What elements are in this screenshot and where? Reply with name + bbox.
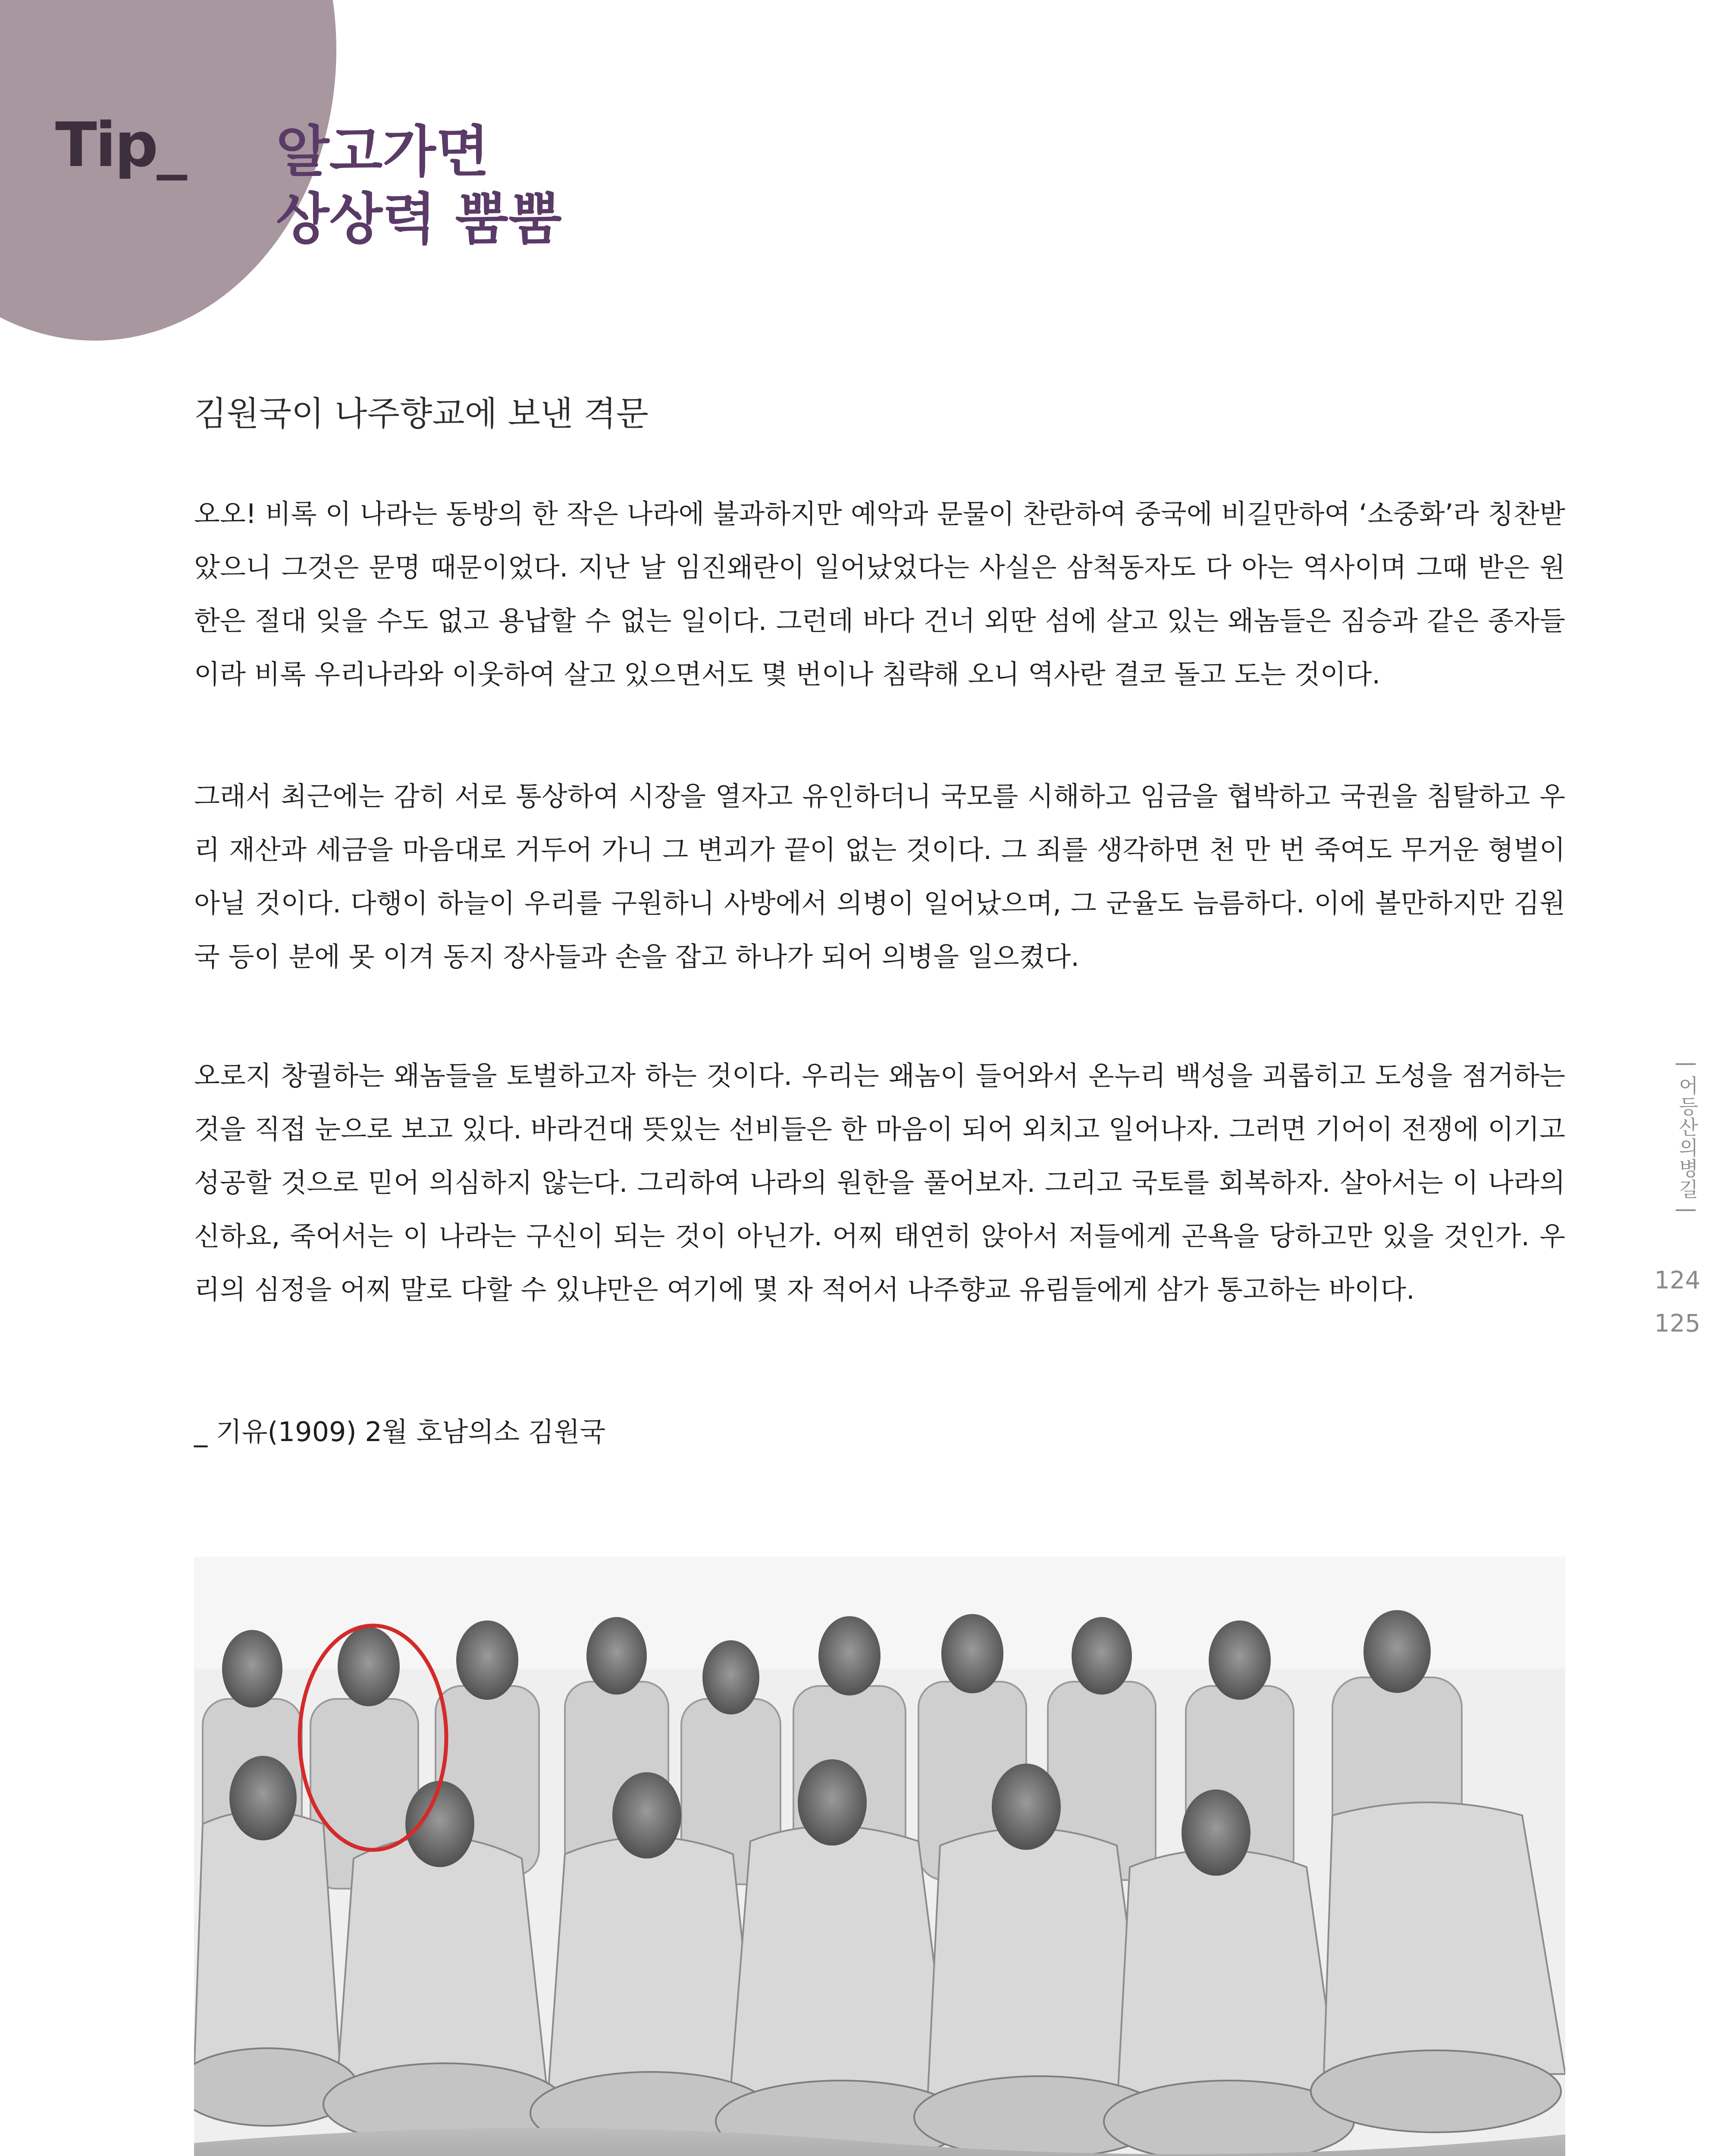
page-title-line-2: 상상력 뿜뿜	[276, 187, 562, 251]
page-number-right: 125	[1654, 1310, 1701, 1338]
paragraph-3: 오로지 창궐하는 왜놈들을 토벌하고자 하는 것이다. 우리는 왜놈이 들어와서 온누리 백성을 괴롭히고 도성을 점거하는 것을 직접 눈으로 보고 있다. 바라건대 뜻있는 선비들은 한 마음이 되어 외치고 일어나자. 그러면 기어이 전쟁에 이기고 성공할 것으로 믿어 의심하지 않는다. 그리하여 나라의 원한을 풀어보자. 그리고 국토를 회복하자. 살아서는 이 나라의 신하요, 죽어서는 이 나라는 구신이 되는 것이 아닌가. 어찌 태연히 앉아서 저들에게 곤욕을 당하고만 있을 것인가. 우리의 심정을 어찌 말로 다할 수 있냐만은 여기에 몇 자 적어서 나주향교 유림들에게 삼가 통고하는 바이다.	[194, 1060, 1565, 1305]
page-title-line-1: 알고가면	[276, 120, 489, 184]
tip-label: Tip_	[55, 110, 186, 181]
page-number-left: 124	[1654, 1266, 1701, 1294]
section-title: 김원국이 나주향교에 보낸 격문	[194, 395, 649, 433]
signature: _ 기유(1909) 2월 호남의소 김원국	[194, 1416, 606, 1448]
page-title	[276, 119, 562, 253]
side-section-label: | 어등산의병길 |	[1676, 1061, 1699, 1215]
page-numbers	[1647, 1259, 1708, 1345]
paragraph-1: 오오! 비록 이 나라는 동방의 한 작은 나라에 불과하지만 예악과 문물이 찬란하여 중국에 비길만하여 ‘소중화’라 칭찬받았으니 그것은 문명 때문이었다. 지난 날 임진왜란이 일어났었다는 사실은 삼척동자도 다 아는 역사이며 그때 받은 원한은 절대 잊을 수도 없고 용납할 수 없는 일이다. 그런데 바다 건너 외딴 섬에 살고 있는 왜놈들은 짐승과 같은 종자들이라 비록 우리나라와 이웃하여 살고 있으면서도 몇 번이나 침략해 오니 역사란 결코 돌고 도는 것이다.	[194, 498, 1565, 690]
group-photo	[194, 1557, 1565, 2156]
group-photo-illustration	[194, 1557, 1565, 2156]
paragraph-2: 그래서 최근에는 감히 서로 통상하여 시장을 열자고 유인하더니 국모를 시해하고 임금을 협박하고 국권을 침탈하고 우리 재산과 세금을 마음대로 거두어 가니 그 변괴가 끝이 없는 것이다. 그 죄를 생각하면 천 만 번 죽여도 무거운 형벌이 아닐 것이다. 다행이 하늘이 우리를 구원하니 사방에서 의병이 일어났으며, 그 군율도 늠름하다. 이에 볼만하지만 김원국 등이 분에 못 이겨 동지 장사들과 손을 잡고 하나가 되어 의병을 일으켰다.	[194, 780, 1565, 972]
